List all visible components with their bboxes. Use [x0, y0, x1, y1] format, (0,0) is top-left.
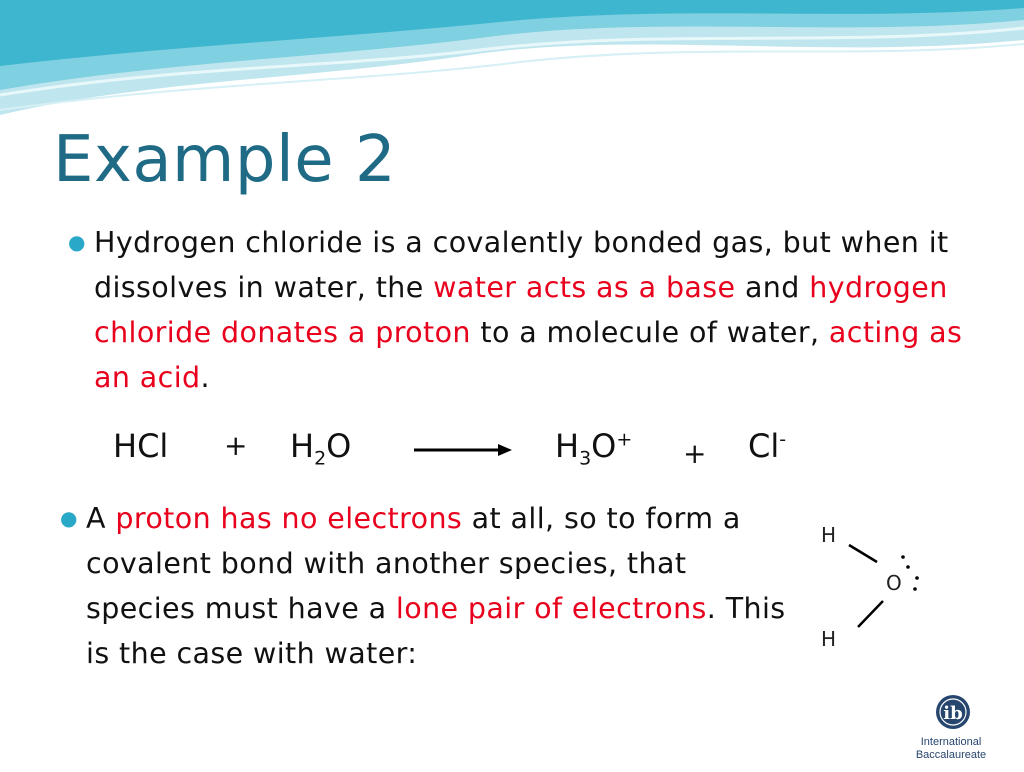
bullet-text: . This is the case with water: [86, 592, 786, 670]
equation-hydronium: $H_3O^+$ [555, 427, 633, 470]
bullet-text: . [200, 361, 210, 394]
bullet-text: A [86, 502, 116, 535]
water-molecule-diagram [805, 515, 935, 655]
ib-logo-line2: Baccalaureate [915, 749, 987, 761]
highlight-water-base: water acts as a base [433, 271, 736, 304]
header-wave-decoration [0, 0, 1024, 130]
lone-pair-dot [901, 555, 905, 559]
equation-chloride: Cl- [748, 427, 787, 465]
bullet-text: at all, so to form a covalent bond with another species, that species must have a [86, 502, 741, 625]
ib-logo-icon [878, 692, 1024, 768]
highlight-donates-proton: hydrogen chloride donates a proton [94, 271, 948, 349]
equation-plus-left: + [224, 429, 248, 462]
bond-bottom [858, 601, 883, 627]
bullet-text: to a molecule of water, [470, 316, 829, 349]
lone-pair-dot [906, 565, 910, 569]
bullet-dot-icon: ● [60, 506, 78, 530]
highlight-no-electrons: proton has no electrons [115, 502, 463, 535]
equation-water: $H_2O$ [290, 427, 352, 470]
bullet-dot-icon: ● [68, 230, 86, 254]
reaction-arrow-icon [412, 440, 514, 460]
lone-pair-dot [913, 587, 917, 591]
atom-h-top: H [821, 523, 837, 547]
equation-hcl: HCl [113, 427, 169, 465]
bullet-hydrogen-chloride [68, 220, 974, 400]
bond-top [849, 545, 877, 562]
bullet-text: and [735, 271, 810, 304]
atom-o: O [886, 571, 902, 595]
atom-h-bottom: H [821, 627, 837, 651]
highlight-lone-pair: lone pair of electrons [395, 592, 707, 625]
highlight-acting-acid: acting as an acid [94, 316, 963, 394]
slide-title: Example 2 [53, 123, 397, 197]
lone-pair-dot [915, 576, 919, 580]
ib-logo-line1: International [920, 736, 982, 748]
bullet-proton [60, 496, 786, 676]
ib-logo-mark: ib [943, 703, 963, 724]
equation-plus-right: + [683, 437, 707, 470]
ib-logo [878, 692, 1024, 768]
bullet-text: Hydrogen chloride is a covalently bonded gas, but when it dissolves in water, the [94, 226, 949, 304]
